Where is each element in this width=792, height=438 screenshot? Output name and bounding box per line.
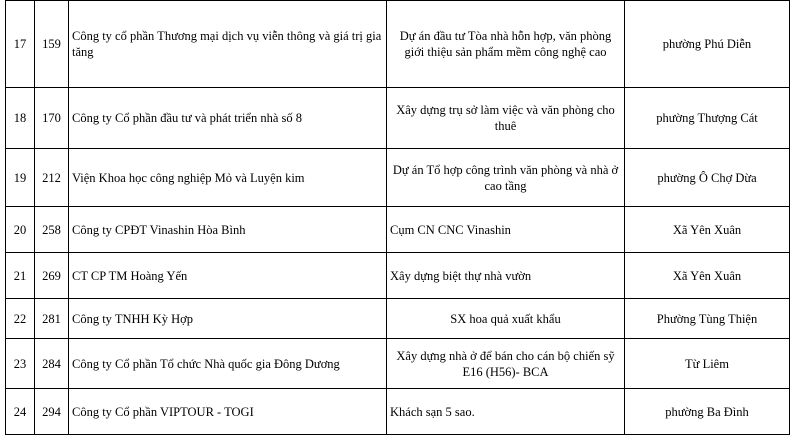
company-cell: Viện Khoa học công nghiệp Mỏ và Luyện kim [69,149,387,207]
row-code: 159 [35,1,69,88]
project-table [5,0,790,435]
project-cell: Dự án đầu tư Tòa nhà hỗn hợp, văn phòng giới thiệu sản phẩm mềm công nghệ cao [387,1,625,88]
company-cell: Công ty Cổ phần đầu tư và phát triển nhà số 8 [69,88,387,149]
project-cell: Xây dựng nhà ở để bán cho cán bộ chiến sỹ E16 (H56)- BCA [387,339,625,389]
company-cell: Công ty cổ phần Thương mại dịch vụ viễn thông và giá trị gia tăng [69,1,387,88]
company-cell: Công ty CPĐT Vinashin Hòa Bình [69,207,387,253]
project-cell: Xây dựng biệt thự nhà vườn [387,253,625,299]
table-row [6,389,790,435]
table-row [6,253,790,299]
location-cell: phường Thượng Cát [625,88,790,149]
project-cell: Khách sạn 5 sao. [387,389,625,435]
project-cell: SX hoa quả xuất khẩu [387,299,625,339]
row-code: 294 [35,389,69,435]
company-cell: Công ty Cổ phần VIPTOUR - TOGI [69,389,387,435]
location-cell: phường Phú Diễn [625,1,790,88]
location-cell: phường Ô Chợ Dừa [625,149,790,207]
row-code: 269 [35,253,69,299]
company-cell: Công ty Cổ phần Tổ chức Nhà quốc gia Đông Dương [69,339,387,389]
row-index: 23 [6,339,35,389]
project-cell: Cụm CN CNC Vinashin [387,207,625,253]
table-row [6,299,790,339]
project-cell: Dự án Tổ hợp công trình văn phòng và nhà ở cao tầng [387,149,625,207]
row-index: 18 [6,88,35,149]
project-cell: Xây dựng trụ sở làm việc và văn phòng cho thuê [387,88,625,149]
location-cell: phường Ba Đình [625,389,790,435]
table-row [6,149,790,207]
row-index: 22 [6,299,35,339]
company-cell: Công ty TNHH Kỳ Hợp [69,299,387,339]
table-row [6,88,790,149]
location-cell: Xã Yên Xuân [625,207,790,253]
row-index: 21 [6,253,35,299]
location-cell: Phường Tùng Thiện [625,299,790,339]
company-cell: CT CP TM Hoàng Yến [69,253,387,299]
row-code: 170 [35,88,69,149]
table-row [6,339,790,389]
table-row [6,207,790,253]
location-cell: Từ Liêm [625,339,790,389]
table-row [6,1,790,88]
row-index: 20 [6,207,35,253]
row-index: 19 [6,149,35,207]
row-index: 17 [6,1,35,88]
row-code: 281 [35,299,69,339]
row-code: 284 [35,339,69,389]
row-index: 24 [6,389,35,435]
location-cell: Xã Yên Xuân [625,253,790,299]
row-code: 258 [35,207,69,253]
row-code: 212 [35,149,69,207]
document-table-region [5,0,789,438]
